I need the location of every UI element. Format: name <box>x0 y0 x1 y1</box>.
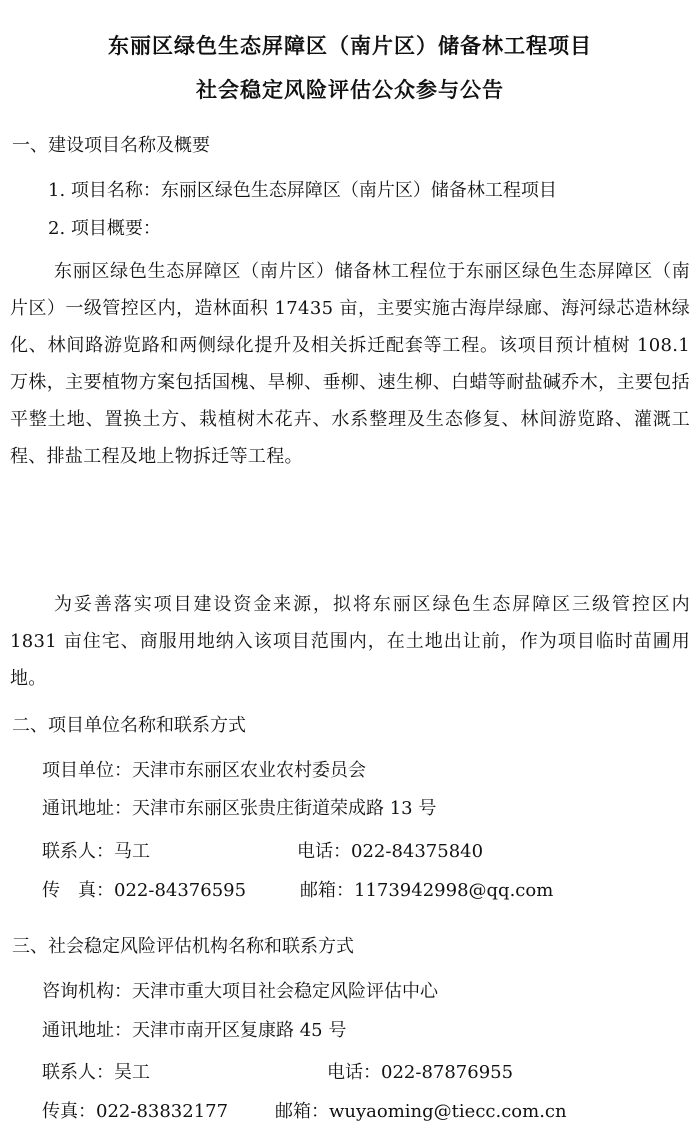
title-line-2: 社会稳定风险评估公众参与公告 <box>196 78 504 102</box>
section-3-heading: 三、社会稳定风险评估机构名称和联系方式 <box>12 936 354 957</box>
project-name-item: 1. 项目名称：东丽区绿色生态屏障区（南片区）储备林工程项目 <box>48 180 557 201</box>
title-line-1: 东丽区绿色生态屏障区（南片区）储备林工程项目 <box>108 34 592 58</box>
project-overview-item: 2. 项目概要： <box>48 218 161 239</box>
agency-contact-person: 联系人：吴工 <box>42 1062 150 1083</box>
unit-fax: 传 真：022-84376595 <box>42 880 247 901</box>
agency-address: 通讯地址：天津市南开区复康路 45 号 <box>42 1020 347 1041</box>
project-unit: 项目单位：天津市东丽区农业农村委员会 <box>42 760 366 781</box>
overview-paragraph-1: 东丽区绿色生态屏障区（南片区）储备林工程位于东丽区绿色生态屏障区（南片区）一级管控区内，造林面积 17435 亩，主要实施古海岸绿廊、海河绿芯造林绿化、林间路游览路和两侧绿化提升及相关拆迁配套等工程。该项目预计植树 108.1 万株，主要植物方案包括国槐、旱柳、垂柳、速生柳、白蜡等耐盐碱乔木，主要包括平整土地、置换土方、栽植树木花卉、水系整理及生态修复、林间游览路、灌溉工程、排盐工程及地上物拆迁等工程。 <box>10 261 690 467</box>
unit-address: 通讯地址：天津市东丽区张贵庄街道荣成路 13 号 <box>42 798 437 819</box>
section-2-heading: 二、项目单位名称和联系方式 <box>12 715 246 736</box>
agency-name: 咨询机构：天津市重大项目社会稳定风险评估中心 <box>42 981 438 1002</box>
unit-email: 邮箱：1173942998@qq.com <box>300 880 554 901</box>
unit-phone: 电话：022-84375840 <box>297 841 484 862</box>
section-1-heading: 一、建设项目名称及概要 <box>12 135 210 156</box>
agency-phone: 电话：022-87876955 <box>327 1062 514 1083</box>
agency-fax: 传真：022-83832177 <box>42 1101 229 1122</box>
agency-email: 邮箱：wuyaoming@tiecc.com.cn <box>275 1101 567 1122</box>
overview-paragraph-2: 为妥善落实项目建设资金来源，拟将东丽区绿色生态屏障区三级管控区内 1831 亩住宅、商服用地纳入该项目范围内，在土地出让前，作为项目临时苗圃用地。 <box>10 594 690 689</box>
unit-contact-person: 联系人：马工 <box>42 841 150 862</box>
